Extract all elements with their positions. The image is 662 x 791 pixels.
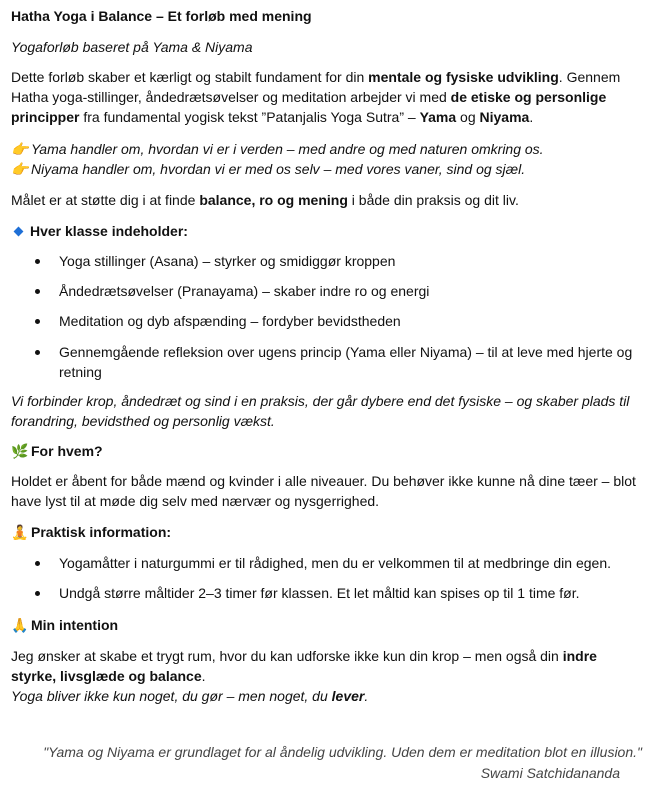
- pointing-hand-icon: 👉: [11, 161, 29, 177]
- bullet-icon: [35, 259, 40, 264]
- blue-diamond-icon: [14, 227, 24, 237]
- for-whom-paragraph: Holdet er åbent for både mænd og kvinder i alle niveauer. Du behøver ikke kunne nå dine tæer – blot have lyst til at møde dig selv med nærvær og nysgerrighed.: [11, 473, 636, 509]
- class-closing-paragraph: Vi forbinder krop, åndedræt og sind i en praksis, der går dybere end det fysiske – og skaber plads til forandring, bevidsthed og personlig vækst.: [11, 393, 630, 429]
- pointer-yama: 👉 Yama handler om, hvordan vi er i verden – med andre og med naturen omkring os.: [11, 141, 544, 157]
- document-subtitle: Yogaforløb baseret på Yama & Niyama: [11, 39, 253, 55]
- list-item: Yogamåtter i naturgummi er til rådighed, men du er velkommen til at medbringe din egen.: [11, 553, 641, 573]
- bullet-icon: [35, 561, 40, 566]
- list-item: Yoga stillinger (Asana) – styrker og smidiggør kroppen: [11, 251, 641, 271]
- bullet-icon: [35, 289, 40, 294]
- goal-paragraph: Målet er at støtte dig i at finde balance, ro og mening i både din praksis og dit liv.: [11, 192, 519, 208]
- list-item: Åndedrætsøvelser (Pranayama) – skaber indre ro og energi: [11, 281, 641, 301]
- closing-quote: "Yama og Niyama er grundlaget for al åndelig udvikling. Uden dem er meditation blot en illusion.": [43, 744, 642, 760]
- list-item: Undgå større måltider 2–3 timer før klassen. Et let måltid kan spises op til 1 time før.: [11, 583, 641, 603]
- list-item: Gennemgående refleksion over ugens princip (Yama eller Niyama) – til at leve med hjerte og retning: [11, 342, 641, 382]
- intention-paragraph: Jeg ønsker at skabe et trygt rum, hvor du kan udforske ikke kun din krop – men også din indre styrke, livsglæde og balance. Yoga bliver ikke kun noget, du gør – men noget, du lever.: [11, 648, 597, 704]
- quote-author: Swami Satchidananda: [480, 765, 620, 781]
- herb-icon: 🌿: [11, 443, 29, 459]
- document-title: Hatha Yoga i Balance – Et forløb med mening: [11, 8, 312, 24]
- pointer-niyama: 👉 Niyama handler om, hvordan vi er med os selv – med vores vaner, sind og sjæl.: [11, 161, 526, 177]
- praying-hands-icon: 🙏: [11, 617, 29, 633]
- intention-heading: 🙏 Min intention: [11, 617, 119, 633]
- list-item: Meditation og dyb afspænding – fordyber bevidstheden: [11, 311, 641, 331]
- intro-paragraph: Dette forløb skaber et kærligt og stabilt fundament for din mentale og fysiske udvikling. Gennem Hatha yoga-stillinger, åndedrætsøvelser og meditation arbejder vi med de etiske og personlige principper fra fundamental yogisk tekst ”Patanjalis Yoga Sutra” – Yama og Niyama.: [11, 69, 621, 125]
- bullet-icon: [35, 319, 40, 324]
- bullet-icon: [35, 350, 40, 355]
- for-whom-heading: 🌿 For hvem?: [11, 443, 103, 459]
- meditating-person-icon: 🧘: [11, 524, 29, 540]
- class-contents-heading: Hver klasse indeholder:: [11, 221, 641, 241]
- pointing-hand-icon: 👉: [11, 141, 29, 157]
- bullet-icon: [35, 591, 40, 596]
- practical-info-heading: 🧘 Praktisk information:: [11, 524, 172, 540]
